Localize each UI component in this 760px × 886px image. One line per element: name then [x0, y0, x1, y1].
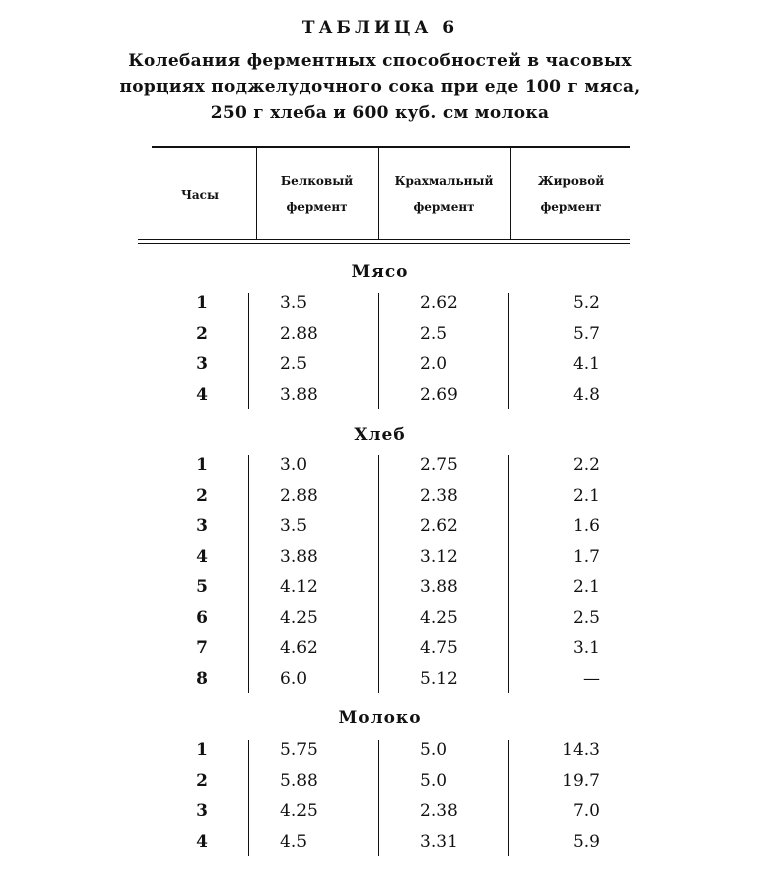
cell-starch: 2.62	[420, 516, 458, 536]
cell-fat: —	[583, 668, 600, 689]
table-label: ТАБЛИЦА 6	[301, 18, 459, 38]
cell-fat: 5.7	[572, 323, 600, 344]
header-divider-3	[510, 148, 511, 239]
cell-fat: 5.2	[572, 293, 600, 313]
section-title: Мясо	[351, 262, 409, 282]
cell-protein: 4.25	[280, 801, 318, 821]
cell-starch: 4.25	[420, 607, 458, 628]
cell-fat: 2.1	[572, 485, 600, 506]
header-protein-line-2: фермент	[286, 200, 348, 214]
header-divider-2	[378, 148, 379, 239]
cell-hour: 1	[196, 740, 208, 760]
cell-protein: 5.75	[280, 740, 318, 760]
header-starch-line-2: фермент	[413, 200, 475, 214]
cell-fat: 2.2	[572, 455, 600, 475]
cell-hour: 2	[196, 770, 208, 791]
column-divider-1	[248, 293, 249, 409]
column-divider-2	[378, 740, 379, 856]
cell-hour: 2	[196, 485, 208, 506]
cell-fat: 2.1	[572, 577, 600, 597]
cell-fat: 1.6	[572, 516, 600, 536]
column-divider-3	[508, 455, 509, 693]
column-divider-2	[378, 455, 379, 693]
header-hours: Часы	[180, 188, 220, 202]
cell-hour: 3	[196, 516, 208, 536]
cell-starch: 5.0	[420, 770, 448, 791]
cell-fat: 7.0	[572, 801, 600, 821]
cell-hour: 2	[196, 323, 208, 344]
column-divider-2	[378, 293, 379, 409]
header-starch-enzyme	[380, 168, 508, 220]
header-double-rule-bottom	[138, 243, 630, 244]
column-divider-3	[508, 293, 509, 409]
column-divider-1	[248, 740, 249, 856]
table-top-rule	[152, 146, 630, 148]
cell-protein: 4.25	[280, 607, 318, 628]
cell-protein: 4.62	[280, 638, 318, 658]
cell-hour: 4	[196, 546, 208, 567]
header-starch-line-1: Крахмальный	[394, 174, 494, 188]
cell-protein: 4.12	[280, 577, 318, 597]
cell-protein: 2.88	[280, 485, 318, 506]
cell-starch: 3.31	[420, 831, 458, 852]
cell-fat: 1.7	[572, 546, 600, 567]
cell-protein: 3.0	[280, 455, 308, 475]
cell-fat: 4.1	[572, 354, 600, 374]
cell-fat: 14.3	[562, 740, 600, 760]
cell-starch: 3.12	[420, 546, 458, 567]
header-fat-enzyme	[512, 168, 630, 220]
section-title: Молоко	[338, 708, 422, 728]
cell-protein: 4.5	[280, 831, 308, 852]
cell-protein: 6.0	[280, 668, 308, 689]
cell-hour: 3	[196, 354, 208, 374]
table-title-line-3: 250 г хлеба и 600 куб. см молока	[210, 103, 550, 123]
cell-starch: 2.75	[420, 455, 458, 475]
column-divider-3	[508, 740, 509, 856]
cell-starch: 2.62	[420, 293, 458, 313]
table-title-line-2: порциях поджелудочного сока при еде 100 г мяса,	[119, 77, 641, 97]
cell-hour: 1	[196, 455, 208, 475]
cell-hour: 5	[196, 577, 208, 597]
table-title-line-1: Колебания ферментных способностей в часовых	[128, 51, 632, 71]
cell-starch: 2.5	[420, 323, 448, 344]
cell-hour: 4	[196, 831, 208, 852]
cell-starch: 2.0	[420, 354, 448, 374]
column-divider-1	[248, 455, 249, 693]
cell-starch: 3.88	[420, 577, 458, 597]
cell-starch: 5.0	[420, 740, 448, 760]
header-divider-1	[256, 148, 257, 239]
section-title: Хлеб	[354, 425, 406, 445]
cell-protein: 3.5	[280, 293, 308, 313]
cell-starch: 2.38	[420, 485, 458, 506]
cell-starch: 4.75	[420, 638, 458, 658]
cell-hour: 6	[196, 607, 208, 628]
cell-protein: 2.5	[280, 354, 308, 374]
cell-fat: 19.7	[562, 770, 600, 791]
header-fat-line-1: Жировой	[537, 174, 605, 188]
cell-hour: 1	[196, 293, 208, 313]
cell-fat: 5.9	[572, 831, 600, 852]
cell-hour: 8	[196, 668, 208, 689]
cell-fat: 2.5	[572, 607, 600, 628]
cell-hour: 7	[196, 638, 208, 658]
cell-protein: 3.5	[280, 516, 308, 536]
cell-hour: 3	[196, 801, 208, 821]
cell-protein: 5.88	[280, 770, 318, 791]
header-protein-line-1: Белковый	[280, 174, 354, 188]
header-double-rule-top	[138, 239, 630, 240]
cell-starch: 5.12	[420, 668, 458, 689]
cell-starch: 2.38	[420, 801, 458, 821]
header-protein-enzyme	[262, 168, 372, 220]
cell-protein: 3.88	[280, 546, 318, 567]
cell-fat: 3.1	[572, 638, 600, 658]
cell-fat: 4.8	[572, 384, 600, 405]
cell-protein: 2.88	[280, 323, 318, 344]
header-fat-line-2: фермент	[540, 200, 602, 214]
cell-protein: 3.88	[280, 384, 318, 405]
cell-hour: 4	[196, 384, 208, 405]
cell-starch: 2.69	[420, 384, 458, 405]
